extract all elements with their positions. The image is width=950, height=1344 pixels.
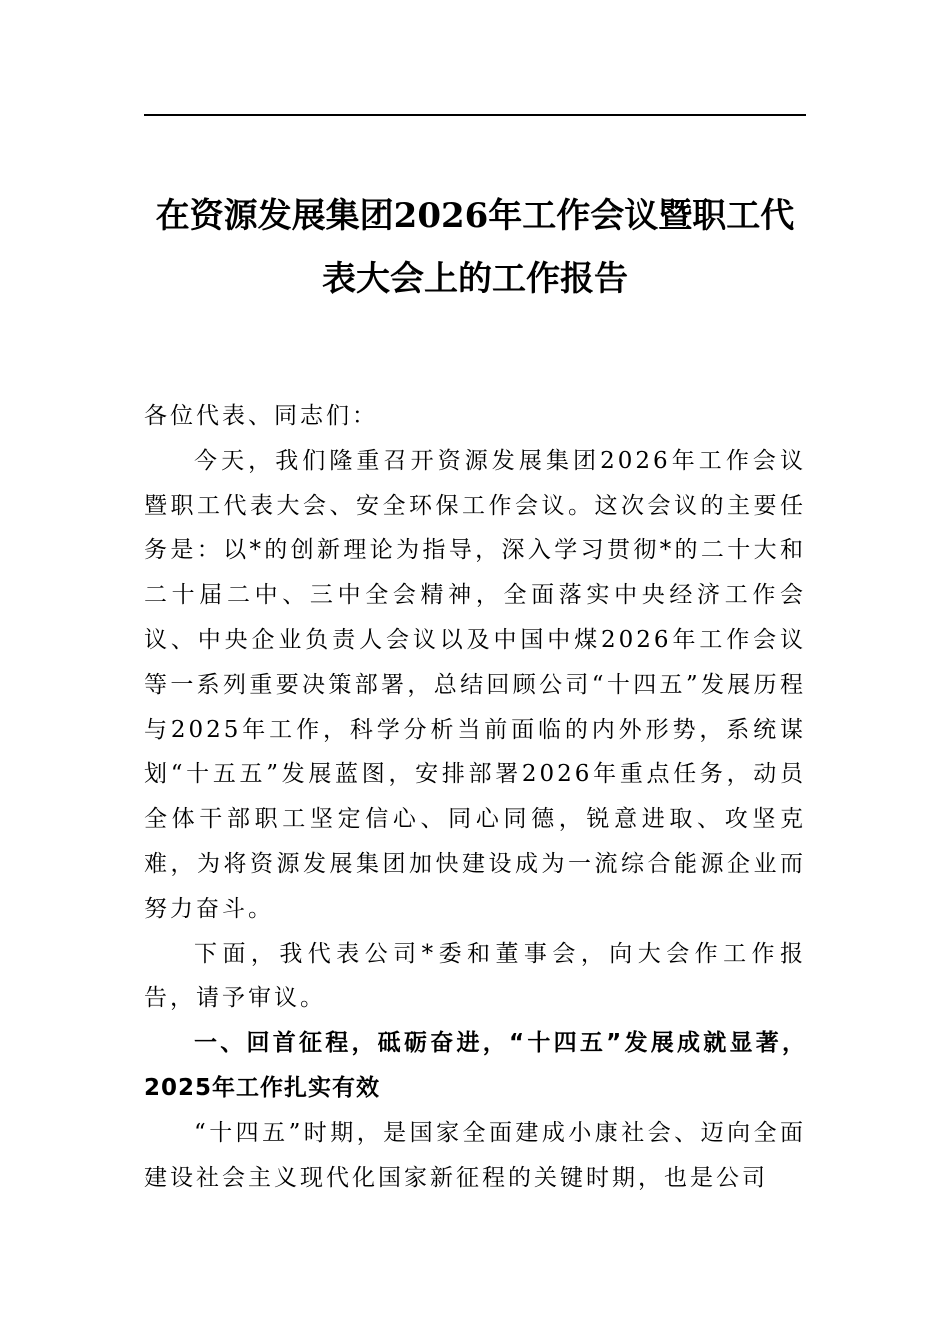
header-rule xyxy=(144,114,806,116)
title-line-2: 表大会上的工作报告 xyxy=(322,259,628,299)
document-title xyxy=(144,190,806,316)
paragraph-section1: “十四五”时期，是国家全面建成小康社会、迈向全面建设社会主义现代化国家新征程的关键时期，也是公司 xyxy=(144,1119,806,1191)
salutation: 各位代表、同志们： xyxy=(144,403,378,429)
paragraph-report-intro: 下面，我代表公司*委和董事会，向大会作工作报告，请予审议。 xyxy=(144,940,806,1012)
document-body xyxy=(144,394,806,1200)
title-line-1: 在资源发展集团2026年工作会议暨职工代 xyxy=(155,196,795,236)
paragraph-opening: 今天，我们隆重召开资源发展集团2026年工作会议暨职工代表大会、安全环保工作会议。这次会议的主要任务是：以*的创新理论为指导，深入学习贯彻*的二十大和二十届二中、三中全会精神，全面落实中央经济工作会议、中央企业负责人会议以及中国中煤2026年工作会议等一系列重要决策部署，总结回顾公司“十四五”发展历程与2025年工作，科学分析当前面临的内外形势，系统谋划“十五五”发展蓝图，安排部署2026年重点任务，动员全体干部职工坚定信心、同心同德，锐意进取、攻坚克难，为将资源发展集团加快建设成为一流综合能源企业而努力奋斗。 xyxy=(144,447,806,922)
section-heading-1: 一、回首征程，砥砺奋进，“十四五”发展成就显著，2025年工作扎实有效 xyxy=(144,1030,806,1101)
